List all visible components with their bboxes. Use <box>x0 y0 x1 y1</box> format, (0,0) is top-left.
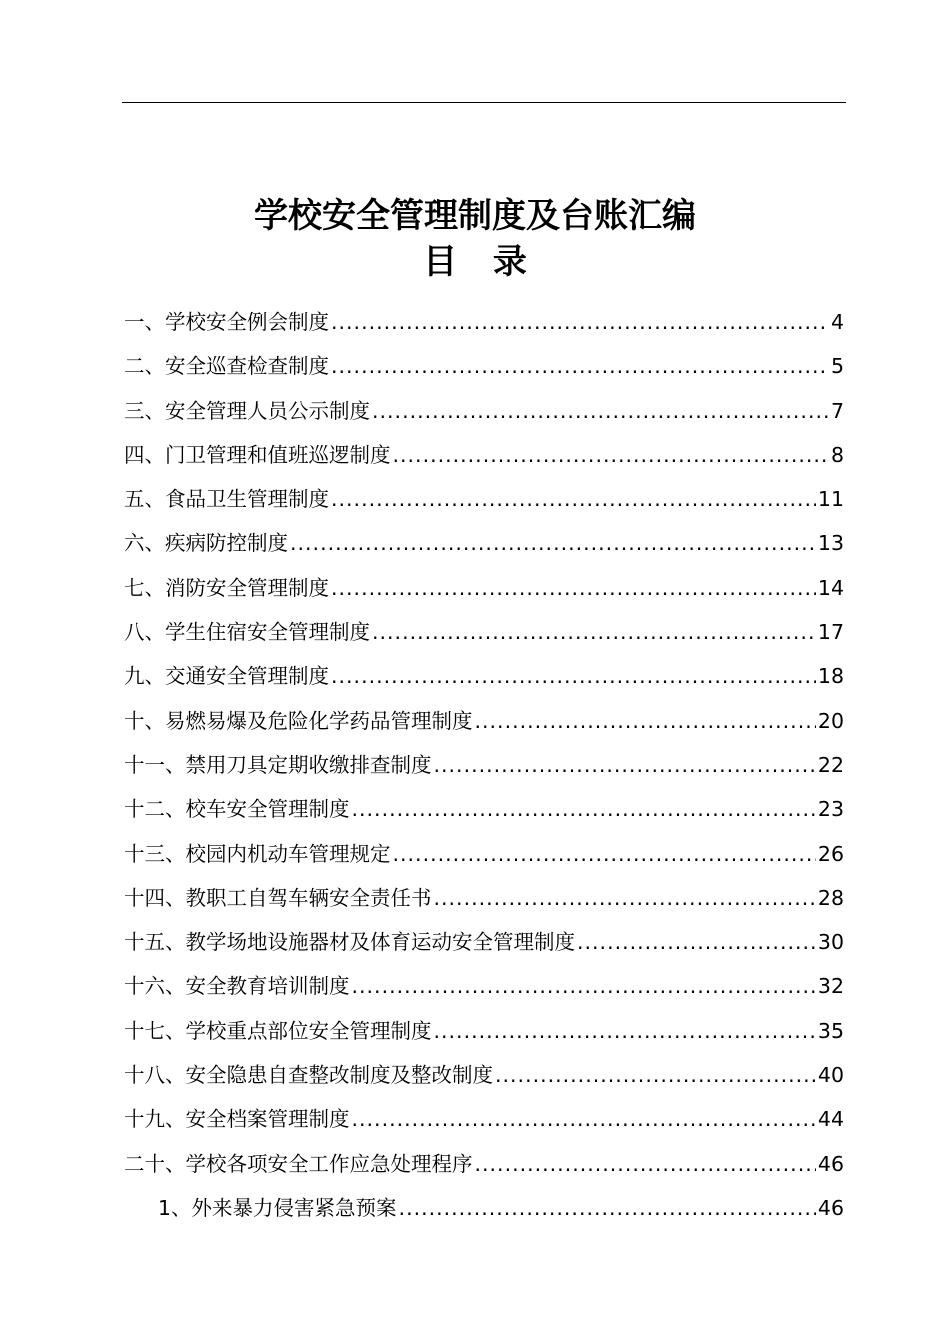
toc-page-number: 14 <box>817 575 844 600</box>
toc-page-number: 35 <box>817 1018 844 1043</box>
toc-entry-label: 十四、教职工自驾车辆安全责任书 <box>124 885 432 910</box>
toc-leader-dots <box>352 789 816 829</box>
toc-leader-dots <box>577 922 816 962</box>
toc-entry[interactable] <box>124 391 844 435</box>
toc-leader-dots <box>331 302 829 342</box>
toc-entry-label: 十三、校园内机动车管理规定 <box>124 841 391 866</box>
toc-entry-label: 十、易燃易爆及危险化学药品管理制度 <box>124 708 473 733</box>
toc-entry-label: 二、安全巡查检查制度 <box>124 354 329 379</box>
toc-entry[interactable] <box>124 789 844 833</box>
toc-entry-label: 1、外来暴力侵害紧急预案 <box>158 1195 397 1220</box>
toc-leader-dots <box>372 612 816 652</box>
toc-leader-dots <box>434 745 816 785</box>
toc-entry-label: 十九、安全档案管理制度 <box>124 1107 350 1132</box>
toc-leader-dots <box>399 1188 816 1228</box>
toc-entry-label: 六、疾病防控制度 <box>124 531 288 556</box>
toc-page-number: 4 <box>830 310 844 334</box>
toc-leader-dots <box>331 568 816 608</box>
toc-entry[interactable] <box>124 878 844 922</box>
toc-entry-label: 九、交通安全管理制度 <box>124 664 329 689</box>
toc-page-number: 18 <box>817 664 844 689</box>
toc-entry[interactable] <box>124 346 844 390</box>
toc-leader-dots <box>393 435 829 475</box>
toc-page-number: 28 <box>817 885 844 910</box>
toc-entry[interactable] <box>124 479 844 523</box>
toc-entry[interactable] <box>124 302 844 346</box>
toc-page-number: 20 <box>817 708 844 733</box>
toc-entry-label: 八、学生住宿安全管理制度 <box>124 620 370 645</box>
toc-entry[interactable] <box>124 612 844 656</box>
toc-entry-label: 十五、教学场地设施器材及体育运动安全管理制度 <box>124 930 575 955</box>
table-of-contents <box>124 302 844 1232</box>
toc-page-number: 44 <box>817 1107 844 1132</box>
toc-entry-label: 七、消防安全管理制度 <box>124 575 329 600</box>
toc-leader-dots <box>495 1055 816 1095</box>
toc-page-number: 5 <box>830 354 844 379</box>
toc-subentry[interactable] <box>124 1188 844 1232</box>
toc-page-number: 7 <box>830 398 844 423</box>
toc-page-number: 22 <box>817 752 844 777</box>
toc-leader-dots <box>331 656 816 696</box>
toc-page-number: 26 <box>817 841 844 866</box>
toc-entry-label: 四、门卫管理和值班巡逻制度 <box>124 442 391 467</box>
toc-entry[interactable] <box>124 1144 844 1188</box>
toc-leader-dots <box>434 1011 816 1051</box>
toc-entry-label: 三、安全管理人员公示制度 <box>124 398 370 423</box>
document-title: 学校安全管理制度及台账汇编 <box>254 196 696 236</box>
toc-leader-dots <box>475 1144 816 1184</box>
toc-leader-dots <box>331 479 816 519</box>
toc-entry-label: 二十、学校各项安全工作应急处理程序 <box>124 1151 473 1176</box>
header-rule <box>122 102 846 103</box>
toc-entry-label: 十七、学校重点部位安全管理制度 <box>124 1018 432 1043</box>
toc-entry-label: 十二、校车安全管理制度 <box>124 797 350 822</box>
toc-page-number: 11 <box>817 487 844 512</box>
toc-entry[interactable] <box>124 966 844 1010</box>
toc-leader-dots <box>331 346 829 386</box>
toc-leader-dots <box>393 834 816 874</box>
toc-entry[interactable] <box>124 834 844 878</box>
toc-heading: 目 录 <box>423 242 539 282</box>
toc-entry[interactable] <box>124 701 844 745</box>
toc-leader-dots <box>475 701 816 741</box>
toc-entry-label: 十八、安全隐患自查整改制度及整改制度 <box>124 1063 493 1088</box>
toc-entry-label: 五、食品卫生管理制度 <box>124 487 329 512</box>
toc-entry[interactable] <box>124 568 844 612</box>
toc-page-number: 32 <box>817 974 844 999</box>
toc-entry[interactable] <box>124 523 844 567</box>
toc-entry[interactable] <box>124 1055 844 1099</box>
toc-entry[interactable] <box>124 745 844 789</box>
toc-page-number: 17 <box>817 620 844 645</box>
toc-leader-dots <box>352 966 816 1006</box>
toc-entry-label: 十六、安全教育培训制度 <box>124 974 350 999</box>
toc-page-number: 46 <box>817 1195 844 1220</box>
toc-entry[interactable] <box>124 435 844 479</box>
toc-entry[interactable] <box>124 1099 844 1143</box>
toc-page-number: 40 <box>817 1063 844 1088</box>
toc-entry-label: 十一、禁用刀具定期收缴排查制度 <box>124 752 432 777</box>
toc-leader-dots <box>372 391 829 431</box>
toc-entry[interactable] <box>124 1011 844 1055</box>
toc-entry[interactable] <box>124 656 844 700</box>
toc-page-number: 13 <box>817 531 844 556</box>
toc-page-number: 30 <box>817 930 844 955</box>
toc-page-number: 46 <box>817 1151 844 1176</box>
toc-leader-dots <box>434 878 816 918</box>
toc-page-number: 8 <box>830 442 844 467</box>
toc-leader-dots <box>352 1099 816 1139</box>
toc-entry-label: 一、学校安全例会制度 <box>124 310 329 334</box>
toc-leader-dots <box>290 523 816 563</box>
toc-page-number: 23 <box>817 797 844 822</box>
toc-entry[interactable] <box>124 922 844 966</box>
